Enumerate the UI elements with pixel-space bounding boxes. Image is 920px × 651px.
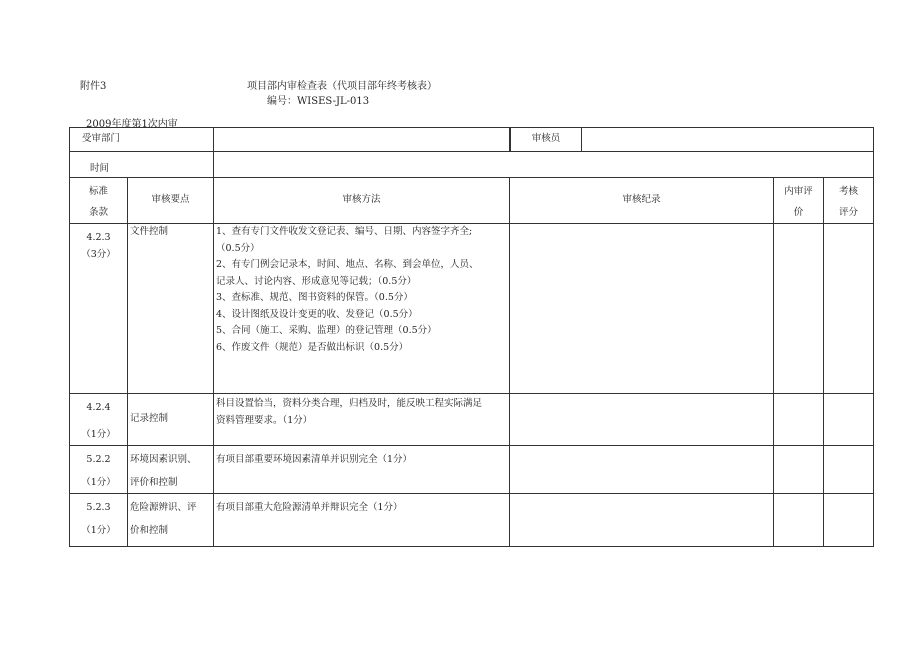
auditor-cell	[510, 128, 874, 152]
method-cell: 有项目部重要环境因素清单并识别完全（1分）	[214, 446, 510, 494]
time-row	[70, 152, 874, 178]
col-internal-evaluation: 内审评 价	[774, 178, 824, 224]
method-cell: 有项目部重大危险源清单并辩识完全（1分）	[214, 494, 510, 547]
auditor-label: 审核员	[511, 128, 582, 151]
col-key-points: 审核要点	[128, 178, 214, 224]
audit-checklist-table	[69, 127, 874, 547]
internal-eval-cell[interactable]	[774, 494, 824, 547]
clause-cell: 5.2.2 （1分）	[70, 446, 128, 494]
audit-session: 2009年度第1次内审	[86, 119, 178, 130]
score-cell[interactable]	[824, 494, 874, 547]
col-audit-method: 审核方法	[214, 178, 510, 224]
record-cell[interactable]	[510, 494, 774, 547]
col-audit-record: 审核纪录	[510, 178, 774, 224]
record-cell[interactable]	[510, 394, 774, 446]
key-point-cell: 环境因素识别、 评价和控制	[128, 446, 214, 494]
score-cell[interactable]	[824, 446, 874, 494]
internal-eval-cell[interactable]	[774, 394, 824, 446]
table-row	[70, 446, 874, 494]
header-row	[70, 178, 874, 224]
clause-cell: 5.2.3 （1分）	[70, 494, 128, 547]
score-cell[interactable]	[824, 224, 874, 394]
internal-eval-cell[interactable]	[774, 446, 824, 494]
table-row	[70, 394, 874, 446]
method-cell: 1、查有专门文件收发文登记表、编号、日期、内容签字齐全; （0.5分） 2、有专门例会记录本，时间、地点、名称、到会单位，人员、 记录人、讨论内容、形成意见等记载；（0.5分） 3、查标准、规范、图书资料的保管。（0.5分） 4、设计图纸及设计变更的收、发登记（0.5分） 5、合同（施工、采购、监理）的登记管理（0.5分） 6、作废文件（规范）是否做出标识（0.5分）	[214, 224, 510, 394]
score-cell[interactable]	[824, 394, 874, 446]
clause-cell: 4.2.4 （1分）	[70, 394, 128, 446]
record-cell[interactable]	[510, 446, 774, 494]
auditor-value[interactable]	[582, 128, 874, 151]
internal-eval-cell[interactable]	[774, 224, 824, 394]
method-cell: 科目设置恰当，资料分类合理，归档及时，能反映工程实际满足 资料管理要求。（1分）	[214, 394, 510, 446]
clause-cell: 4.2.3 （3分）	[70, 224, 128, 394]
col-standard-clause: 标准 条款	[70, 178, 128, 224]
time-label: 时间	[70, 152, 214, 178]
table-row	[70, 224, 874, 394]
form-code: 编号：WISES-JL-013	[267, 96, 370, 107]
dept-value[interactable]	[214, 128, 510, 152]
key-point-cell: 记录控制	[128, 394, 214, 446]
record-cell[interactable]	[510, 224, 774, 394]
table-row	[70, 494, 874, 547]
form-title: 项目部内审检查表（代项目部年终考核表）	[247, 81, 437, 92]
dept-label: 受审部门	[70, 128, 214, 152]
time-value[interactable]	[214, 152, 874, 178]
key-point-cell: 文件控制	[128, 224, 214, 394]
attachment-label: 附件3	[80, 81, 107, 92]
dept-row	[70, 128, 874, 152]
col-assessment-score: 考核 评分	[824, 178, 874, 224]
key-point-cell: 危险源辨识、评 价和控制	[128, 494, 214, 547]
